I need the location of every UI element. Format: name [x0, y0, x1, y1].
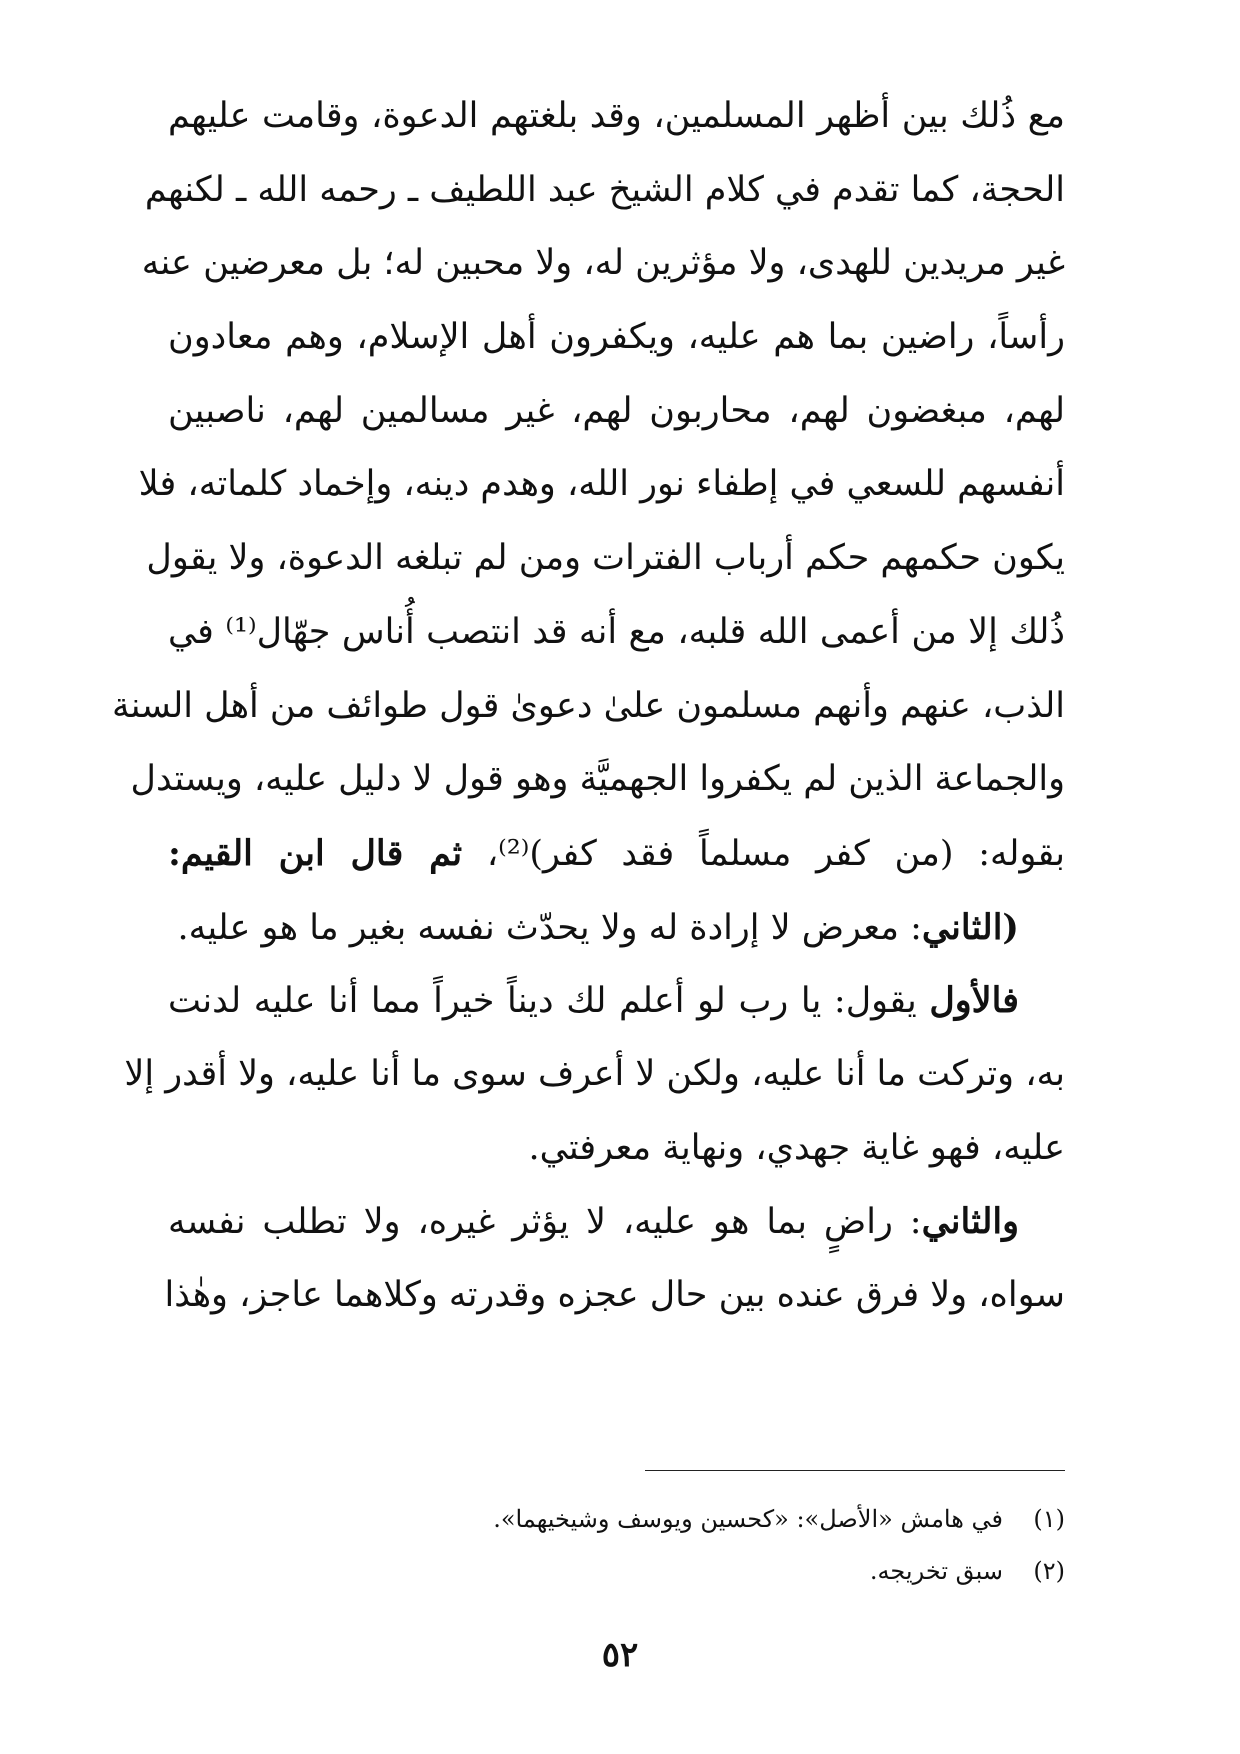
text-line-9: الذب، عنهم وأنهم مسلمون علىٰ دعوىٰ قول طوائف من أهل السنة — [112, 685, 1065, 726]
footnote-2 — [168, 1545, 1065, 1597]
text-line-16-rest: : راضٍ بما هو عليه، لا يؤثر غيره، ولا تطلب نفسه — [168, 1202, 922, 1243]
text-line-6: أنفسهم للسعي في إطفاء نور الله، وهدم دينه، وإخماد كلماته، فلا — [138, 464, 1065, 505]
footnote-2-text: سبق تخريجه. — [869, 1557, 1003, 1585]
text-line-5: لهم، مبغضون لهم، محاربون لهم، غير مسالمين لهم، ناصبين — [168, 390, 1065, 431]
text-line-3: غير مريدين للهدى، ولا مؤثرين له، ولا محبين له؛ بل معرضين عنه — [141, 243, 1065, 284]
body-text — [112, 80, 1065, 1333]
bold-term-first: فالأول — [929, 980, 1019, 1022]
text-line-2: الحجة، كما تقدم في كلام الشيخ عبد اللطيف ـ رحمه الله ـ لكنهم — [144, 169, 1065, 210]
text-line-4: رأساً، راضين بما هم عليه، ويكفرون أهل الإسلام، وهم معادون — [168, 317, 1065, 358]
text-line-12 — [168, 891, 1065, 965]
text-line-17: سواه، ولا فرق عنده بين حال عجزه وقدرته وكلاهما عاجز، وهٰذا — [164, 1275, 1065, 1315]
bold-term-second: (الثاني — [921, 906, 1019, 948]
text-line-12-rest: : معرض لا إرادة له ولا يحدّث نفسه بغير ما هو عليه. — [177, 907, 922, 948]
footnote-1 — [168, 1493, 1065, 1545]
text-line-11 — [168, 817, 1065, 891]
bold-term-and-second: والثاني — [921, 1201, 1019, 1243]
text-line-7: يكون حكمهم حكم أرباب الفترات ومن لم تبلغه الدعوة، ولا يقول — [146, 538, 1065, 579]
footnote-separator — [645, 1470, 1065, 1471]
footnote-1-text: في هامش «الأصل»: «كحسين ويوسف وشيخيهما». — [493, 1505, 1003, 1533]
text-line-1: مع ذُلك بين أظهر المسلمين، وقد بلغتهم الدعوة، وقامت عليهم — [168, 96, 1065, 136]
page-number: ٥٢ — [601, 1635, 639, 1675]
text-line-15: عليه، فهو غاية جهدي، ونهاية معرفتي. — [528, 1127, 1065, 1168]
footnote-1-number: (١) — [1033, 1505, 1065, 1533]
text-line-16 — [168, 1185, 1065, 1259]
text-line-13 — [168, 964, 1065, 1038]
text-line-11-part-1: بقوله: (من كفر مسلماً فقد كفر)⁽²⁾، — [486, 833, 1065, 874]
footnote-2-number: (٢) — [1033, 1557, 1065, 1585]
text-line-10: والجماعة الذين لم يكفروا الجهميَّة وهو قول لا دليل عليه، ويستدل — [130, 759, 1065, 800]
text-line-13-rest: يقول: يا رب لو أعلم لك ديناً خيراً مما أنا عليه لدنت — [168, 981, 930, 1022]
footnotes — [168, 1493, 1065, 1597]
text-line-14: به، وتركت ما أنا عليه، ولكن لا أعرف سوى ما أنا عليه، ولا أقدر إلا — [124, 1053, 1065, 1094]
bold-phrase-ibn-qayyim: ثم قال ابن القيم: — [168, 832, 463, 874]
text-line-8: ذُلك إلا من أعمى الله قلبه، مع أنه قد انتصب أُناس جهّال⁽¹⁾ في — [168, 611, 1065, 652]
